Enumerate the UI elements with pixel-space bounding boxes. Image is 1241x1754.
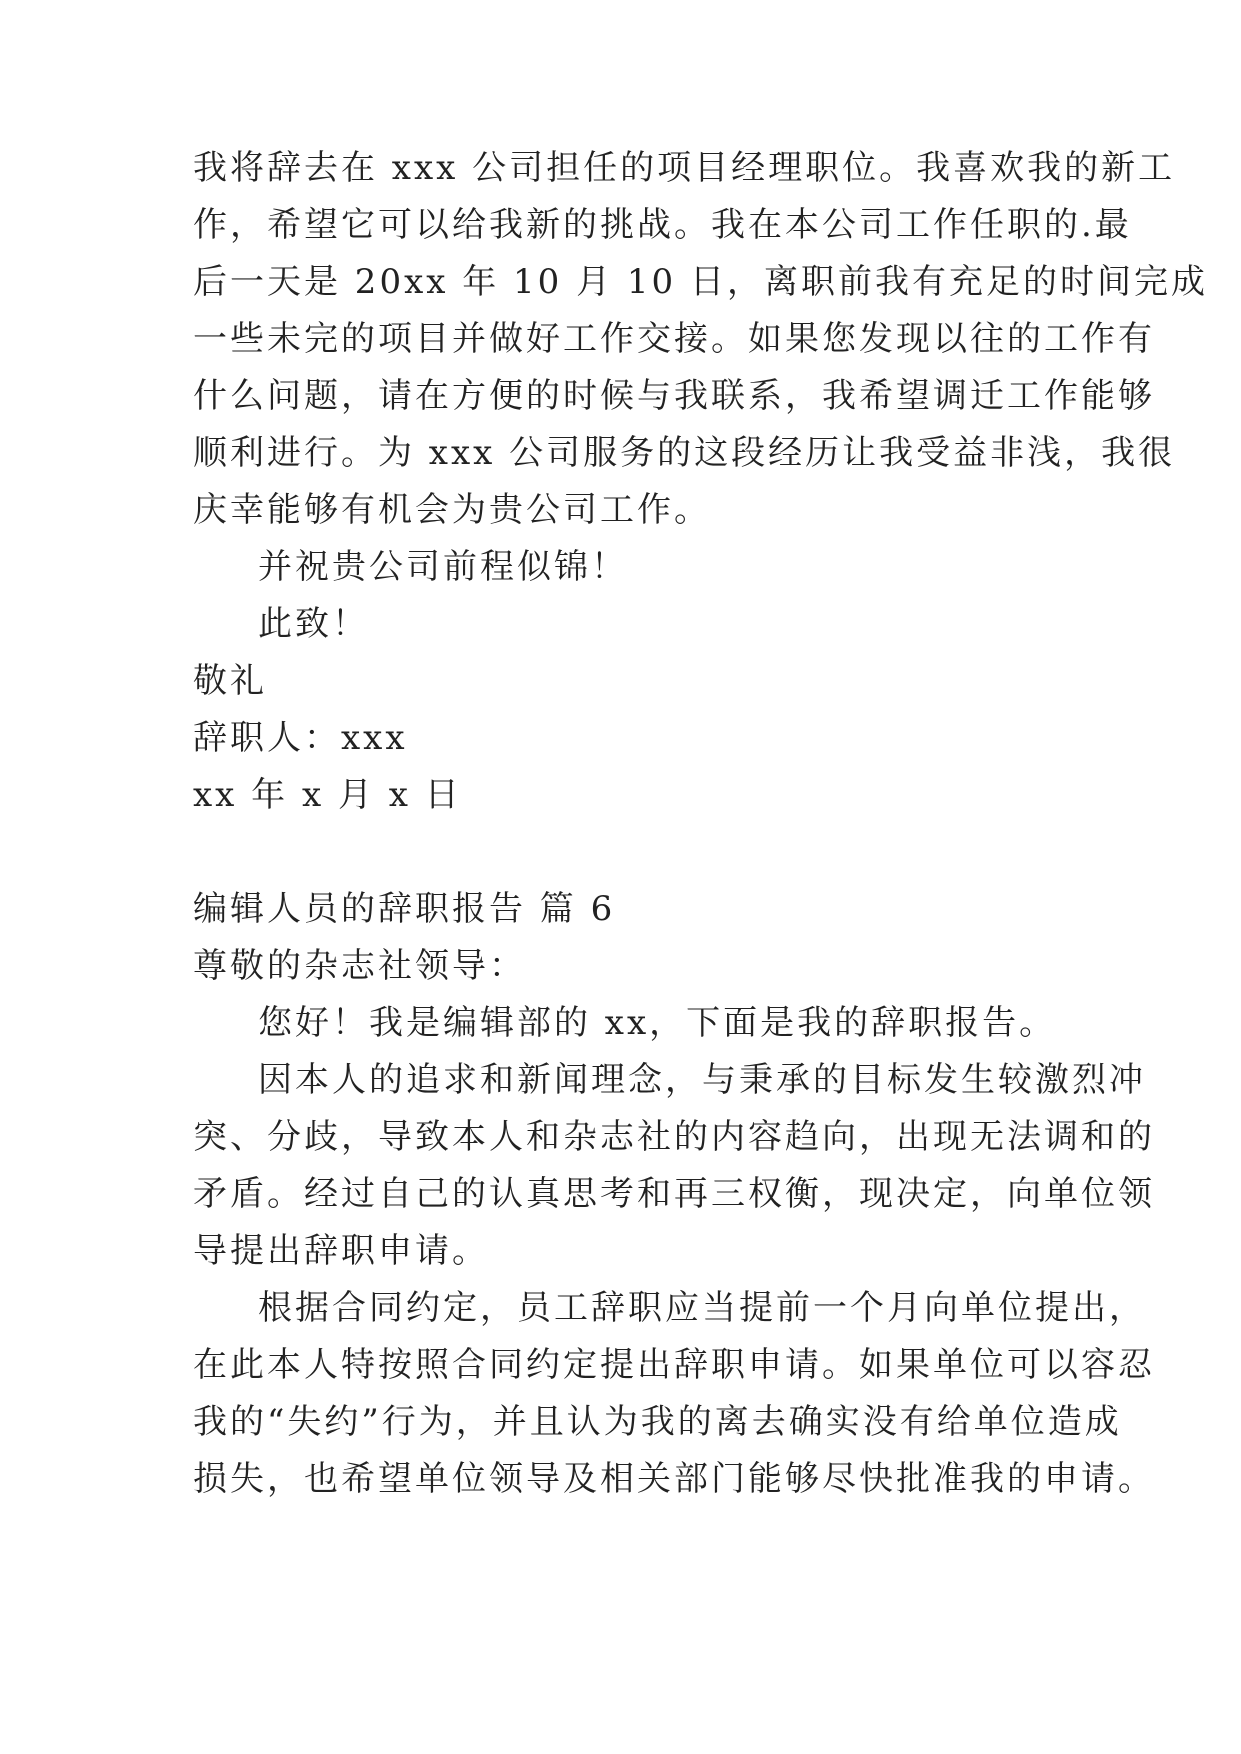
paragraph-line: 根据合同约定，员工辞职应当提前一个月向单位提出，: [258, 1288, 1146, 1328]
paragraph-line: 庆幸能够有机会为贵公司工作。: [193, 490, 711, 530]
paragraph-line: 什么问题，请在方便的时候与我联系，我希望调迁工作能够: [193, 376, 1155, 416]
paragraph-line: 我的“失约”行为，并且认为我的离去确实没有给单位造成: [193, 1402, 1122, 1442]
greeting-line: 尊敬的杂志社领导：: [193, 946, 526, 986]
paragraph-line: 我将辞去在 xxx 公司担任的项目经理职位。我喜欢我的新工: [193, 148, 1176, 188]
paragraph-line: 导提出辞职申请。: [193, 1231, 489, 1271]
paragraph-line: 作，希望它可以给我新的挑战。我在本公司工作任职的.最: [193, 205, 1132, 245]
salute-line: 敬礼: [193, 661, 267, 701]
paragraph-line: 后一天是 20xx 年 10 月 10 日，离职前我有充足的时间完成: [193, 262, 1208, 302]
paragraph-line: 一些未完的项目并做好工作交接。如果您发现以往的工作有: [193, 319, 1155, 359]
signer-line: 辞职人：xxx: [193, 718, 408, 758]
intro-line: 您好！我是编辑部的 xx，下面是我的辞职报告。: [258, 1003, 1057, 1043]
date-line: xx 年 x 月 x 日: [193, 775, 462, 815]
paragraph-line: 损失，也希望单位领导及相关部门能够尽快批准我的申请。: [193, 1459, 1155, 1499]
closing-line: 此致！: [258, 604, 369, 644]
paragraph-line: 因本人的追求和新闻理念，与秉承的目标发生较激烈冲: [258, 1060, 1146, 1100]
paragraph-line: 突、分歧，导致本人和杂志社的内容趋向，出现无法调和的: [193, 1117, 1155, 1157]
wish-line: 并祝贵公司前程似锦！: [258, 547, 628, 587]
paragraph-line: 在此本人特按照合同约定提出辞职申请。如果单位可以容忍: [193, 1345, 1155, 1385]
paragraph-line: 矛盾。经过自己的认真思考和再三权衡，现决定，向单位领: [193, 1174, 1155, 1214]
section-heading: 编辑人员的辞职报告 篇 6: [193, 889, 616, 929]
paragraph-line: 顺利进行。为 xxx 公司服务的这段经历让我受益非浅，我很: [193, 433, 1176, 473]
